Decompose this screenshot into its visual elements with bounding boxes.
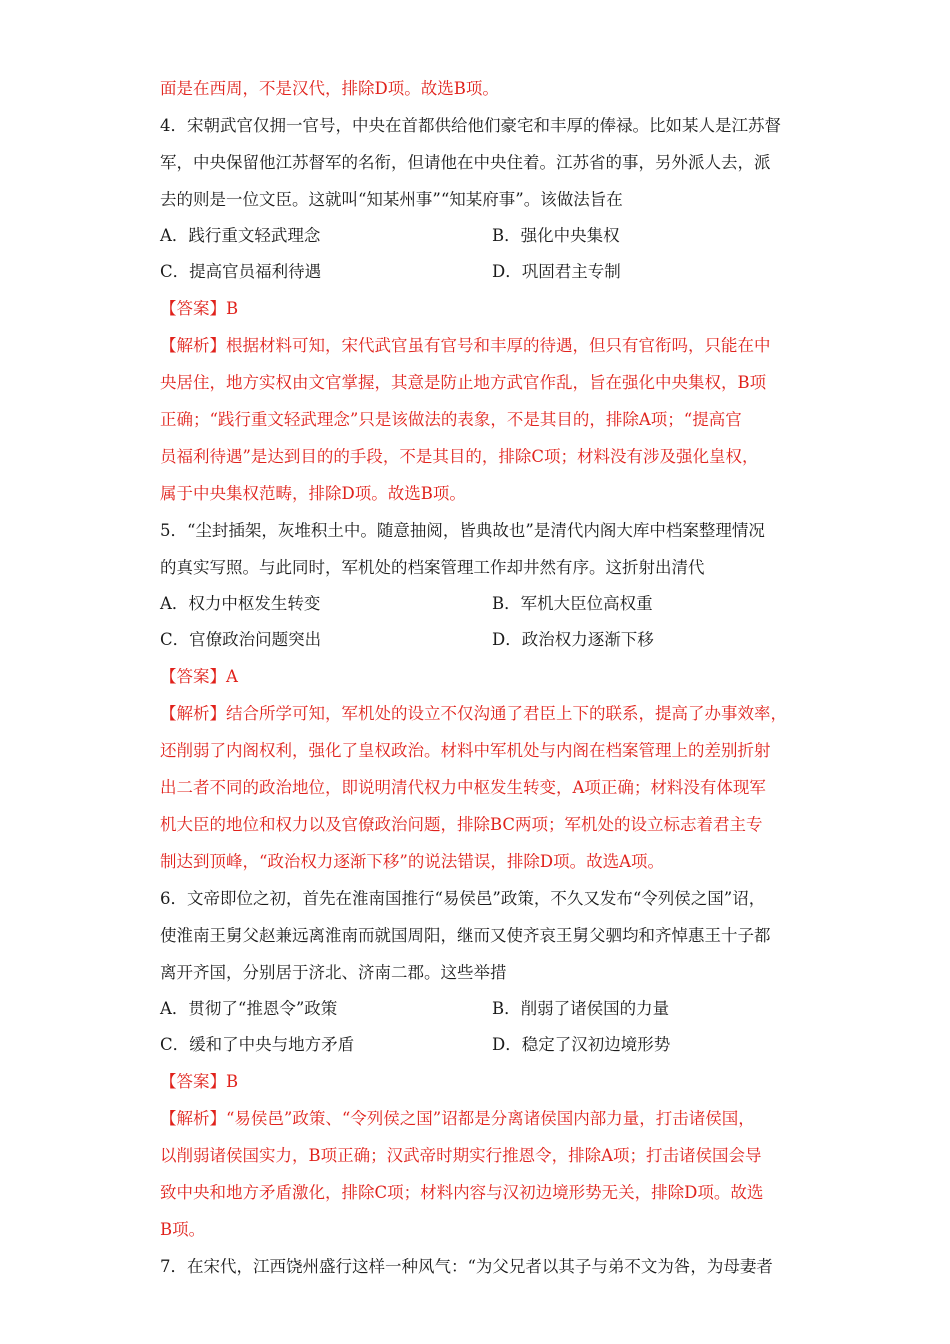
- question-6-analysis-line: [160, 1100, 800, 1137]
- question-4-analysis-line: 央居住，地方实权由文官掌握，其意是防止地方武官作乱，旨在强化中央集权，B项: [160, 373, 767, 392]
- question-6-option-c: C．缓和了中央与地方矛盾: [160, 1035, 355, 1054]
- analysis-tag: 【解析】: [160, 1109, 226, 1128]
- question-6-stem-line: 离开齐国，分别居于济北、济南二郡。这些举措: [160, 963, 507, 982]
- question-5-option-b: B．军机大臣位高权重: [492, 594, 653, 613]
- answer-tag: 【答案】: [160, 667, 226, 686]
- question-6-options-row: [160, 991, 800, 1027]
- question-7-stem-line: 7．在宋代，江西饶州盛行这样一种风气：“为父兄者以其子与弟不文为咎，为母妻者: [160, 1257, 773, 1276]
- question-5-option-a: A．权力中枢发生转变: [160, 594, 321, 613]
- question-4-analysis-line: [160, 327, 800, 364]
- question-4: [160, 107, 800, 512]
- analysis-text: 结合所学可知，军机处的设立不仅沟通了君臣上下的联系，提高了办事效率，: [226, 704, 787, 723]
- question-6-option-b: B．削弱了诸侯国的力量: [492, 999, 670, 1018]
- question-5-options-row: [160, 622, 800, 658]
- question-4-analysis-line: 正确；“践行重文轻武理念”只是该做法的表象，不是其目的，排除A项；“提高官: [160, 410, 742, 429]
- question-5: [160, 512, 800, 880]
- question-4-stem-line: 去的则是一位文臣。这就叫“知某州事”“知某府事”。该做法旨在: [160, 190, 623, 209]
- analysis-text: 根据材料可知，宋代武官虽有官号和丰厚的待遇，但只有官衔吗，只能在中: [226, 336, 771, 355]
- question-6-stem-line: 6．文帝即位之初，首先在淮南国推行“易侯邑”政策，不久又发布“令列侯之国”诏，: [160, 889, 766, 908]
- question-4-options-row: [160, 218, 800, 254]
- question-4-option-c: C．提高官员福利待遇: [160, 262, 322, 281]
- question-5-analysis-line: 还削弱了内阁权利，强化了皇权政治。材料中军机处与内阁在档案管理上的差别折射: [160, 741, 771, 760]
- question-6-option-a: A．贯彻了“推恩令”政策: [160, 999, 338, 1018]
- question-4-stem-line: 4．宋朝武官仅拥一官号，中央在首都供给他们豪宅和丰厚的俸禄。比如某人是江苏督: [160, 116, 781, 135]
- question-4-option-b: B．强化中央集权: [492, 226, 620, 245]
- document-page: [160, 70, 800, 1285]
- question-4-analysis-line: 员福利待遇”是达到目的的手段，不是其目的，排除C项；材料没有涉及强化皇权，: [160, 447, 759, 466]
- analysis-continuation: 面是在西周，不是汉代，排除D项。故选B项。: [160, 79, 499, 98]
- question-5-analysis-line: 机大臣的地位和权力以及官僚政治问题，排除BC两项；军机处的设立标志着君主专: [160, 815, 763, 834]
- question-4-analysis-line: 属于中央集权范畴，排除D项。故选B项。: [160, 484, 466, 503]
- question-6-analysis-line: 致中央和地方矛盾激化，排除C项；材料内容与汉初边境形势无关，排除D项。故选: [160, 1183, 764, 1202]
- question-5-option-d: D．政治权力逐渐下移: [492, 630, 654, 649]
- question-4-option-d: D．巩固君主专制: [492, 262, 621, 281]
- question-5-stem-line: 5．“尘封插架，灰堆积土中。随意抽阅，皆典故也”是清代内阁大库中档案整理情况: [160, 521, 765, 540]
- question-4-options-row: [160, 254, 800, 290]
- answer-tag: 【答案】: [160, 299, 226, 318]
- question-6-options-row: [160, 1027, 800, 1063]
- question-6-stem-line: 使淮南王舅父赵兼远离淮南而就国周阳，继而又使齐哀王舅父驷均和齐悼惠王十子都: [160, 926, 771, 945]
- question-6: [160, 880, 800, 1248]
- question-5-answer: [160, 658, 800, 695]
- analysis-text: “易侯邑”政策、“令列侯之国”诏都是分离诸侯国内部力量，打击诸侯国，: [226, 1109, 755, 1128]
- question-6-answer: [160, 1063, 800, 1100]
- answer-value: B: [226, 1072, 239, 1091]
- answer-value: A: [226, 667, 238, 686]
- question-4-answer: [160, 290, 800, 327]
- answer-tag: 【答案】: [160, 1072, 226, 1091]
- question-5-options-row: [160, 586, 800, 622]
- question-6-analysis-line: 以削弱诸侯国实力，B项正确；汉武帝时期实行推恩令，排除A项；打击诸侯国会导: [160, 1146, 762, 1165]
- question-5-analysis-line: [160, 695, 800, 732]
- question-5-stem-line: 的真实写照。与此同时，军机处的档案管理工作却井然有序。这折射出清代: [160, 558, 705, 577]
- question-5-analysis-line: 出二者不同的政治地位，即说明清代权力中枢发生转变，A项正确；材料没有体现军: [160, 778, 766, 797]
- question-4-option-a: A．践行重文轻武理念: [160, 226, 321, 245]
- answer-value: B: [226, 299, 239, 318]
- question-5-option-c: C．官僚政治问题突出: [160, 630, 322, 649]
- analysis-tag: 【解析】: [160, 336, 226, 355]
- question-4-stem-line: 军，中央保留他江苏督军的名衔，但请他在中央住着。江苏省的事，另外派人去，派: [160, 153, 771, 172]
- question-6-analysis-line: B项。: [160, 1220, 206, 1239]
- analysis-tag: 【解析】: [160, 704, 226, 723]
- question-5-analysis-line: 制达到顶峰，“政治权力逐渐下移”的说法错误，排除D项。故选A项。: [160, 852, 665, 871]
- question-6-option-d: D．稳定了汉初边境形势: [492, 1035, 671, 1054]
